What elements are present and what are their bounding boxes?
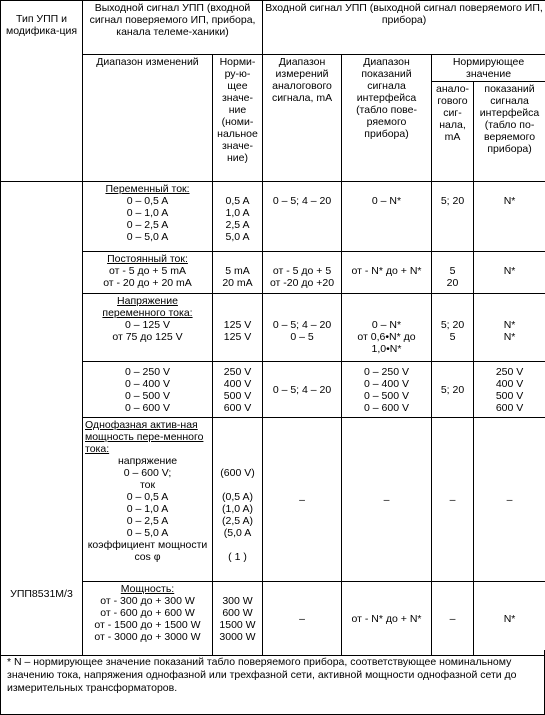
dc-current-analog: от - 5 до + 5 от -20 до +20 [263,252,342,294]
ac-current-analog: 0 – 5; 4 – 20 [263,182,342,252]
header-output-group: Выходной сигнал УПП (входной сигнал поверяемого ИП, прибора, канала телеме-ханики) [83,1,263,55]
dc-current-range: от - 20 до + 20 mA [103,277,192,289]
dc-current-nominals: 5 mA 20 mA [213,252,263,294]
ac-current-norm-analog: 5; 20 [432,182,474,252]
ac-current-range: 0 – 5,0 A [126,231,169,243]
ac-voltage-nominals: 125 V 125 V [213,294,263,362]
dc-current-title: Постоянный ток: [107,253,188,265]
ac-voltage-ranges-2: 0 – 250 V 0 – 400 V 0 – 500 V 0 – 600 V [83,362,213,418]
dc-current-range: от - 5 до + 5 mA [109,265,186,277]
footnote: * N – нормирующее значение показаний табло поверяемого прибора, соответствующее номинальному значению тока, напряжения однофазной или трехфазной сети, активной мощности однофазной сети до измерительных трансформаторов. [0,650,545,715]
ac-voltage-analog: 0 – 5; 4 – 20 0 – 5 [263,294,342,362]
single-phase-nominals: (600 V) (0,5 A) (1,0 A) (2,5 A) (5,0 A ( 1 ) [213,418,263,582]
power-ranges: Мощность: от - 300 до + 300 W от - 600 до + 600 W от - 1500 до + 1500 W от - 3000 до + 3000 W [83,582,213,656]
header-type: Тип УПП и модифика-ция [1,1,83,182]
power-norm-interface: N* [474,582,545,656]
ac-current-norm-interface: N* [474,182,545,252]
header-norm-group: Нормирующее значение [432,55,545,82]
single-phase-analog: – [263,418,342,582]
header-input-group: Входной сигнал УПП (выходной сигнал поверяемого ИП, прибора) [263,1,545,55]
ac-voltage-norm-analog-2: 5; 20 [432,362,474,418]
power-interface: от - N* до + N* [342,582,432,656]
header-interface-range: Диапазон показаний сигнала интерфейса (табло пове-ряемого прибора) [342,55,432,182]
power-title: Мощность: [120,583,175,595]
dc-current-norm-analog: 5 20 [432,252,474,294]
header-norm-interface: показаний сигнала интерфейса (табло по-веряемого прибора) [474,82,545,182]
ac-voltage-ranges [83,294,213,362]
ac-current-range: 0 – 0,5 A [126,195,169,207]
ac-voltage-interface-2: 0 – 250 V 0 – 400 V 0 – 500 V 0 – 600 V [342,362,432,418]
ac-current-nominal: 0,5 A [225,195,250,207]
dc-current-ranges [83,252,213,294]
ac-current-ranges [83,182,213,252]
ac-voltage-title: Напряжение переменного тока: [102,295,193,319]
header-nominal: Норми-ру-ю-щее значе-ние (номи-нальное значе-ние) [213,55,263,182]
ac-current-interface: 0 – N* [342,182,432,252]
ac-voltage-norm-interface-2: 250 V 400 V 500 V 600 V [474,362,545,418]
ac-current-nominals [213,182,263,252]
ac-voltage-norm-interface: N* N* [474,294,545,362]
ac-voltage-analog-2: 0 – 5; 4 – 20 [263,362,342,418]
single-phase-norm-analog: – [432,418,474,582]
single-phase-ranges: Однофазная актив-ная мощность пере-менного тока: напряжение 0 – 600 V; ток 0 – 0,5 A 0 – 1,0 A 0 – 2,5 A 0 – 5,0 A коэффициент мощности cos φ [83,418,213,582]
device-cell: УПП8531М/3 [1,182,83,656]
ac-voltage-interface: 0 – N* от 0,6•N* до 1,0•N* [342,294,432,362]
ac-voltage-range: 0 – 125 V [125,319,170,331]
single-phase-title: Однофазная актив-ная мощность пере-менного тока: [85,419,204,455]
ac-current-range: 0 – 2,5 A [126,219,169,231]
single-phase-interface: – [342,418,432,582]
single-phase-norm-interface: – [474,418,545,582]
header-analog-range: Диапазон измерений аналогового сигнала, mA [263,55,342,182]
dc-current-norm-interface: N* [474,252,545,294]
ac-current-nominal: 2,5 A [225,219,250,231]
ac-voltage-nominals-2: 250 V 400 V 500 V 600 V [213,362,263,418]
header-range-changes: Диапазон изменений [83,55,213,182]
power-analog: – [263,582,342,656]
ac-voltage-norm-analog: 5; 20 5 [432,294,474,362]
ac-current-title: Переменный ток: [105,183,190,195]
ac-voltage-range: от 75 до 125 V [112,331,183,343]
dc-current-interface: от - N* до + N* [342,252,432,294]
power-norm-analog: – [432,582,474,656]
power-nominals: 300 W 600 W 1500 W 3000 W [213,582,263,656]
ac-current-range: 0 – 1,0 A [126,207,169,219]
header-norm-analog: анало-гового сиг-нала, mA [432,82,474,182]
ac-current-nominal: 5,0 A [225,231,250,243]
ac-current-nominal: 1,0 A [225,207,250,219]
